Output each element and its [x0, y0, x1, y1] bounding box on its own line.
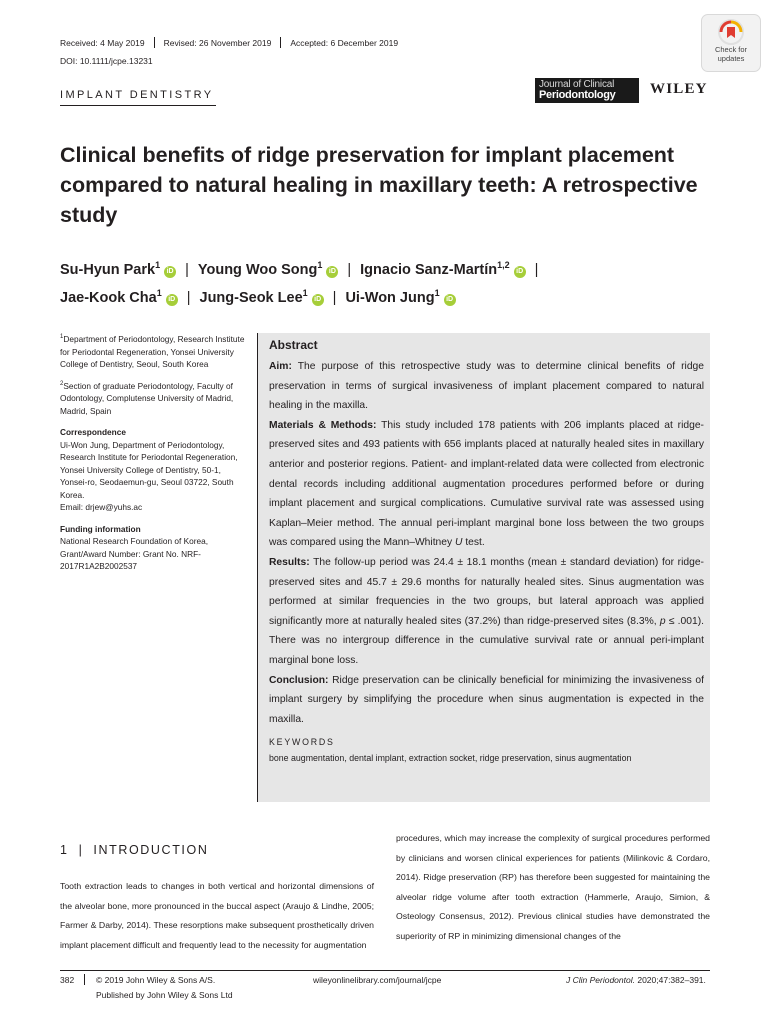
author-separator: | — [185, 262, 189, 278]
author-name: Ui-Won Jung — [345, 290, 435, 306]
section-divider: | — [78, 843, 84, 857]
methods-u-italic: U — [455, 537, 463, 549]
journal-abbrev: J Clin Periodontol. — [566, 975, 635, 985]
page-number: 382 — [60, 975, 75, 985]
correspondence-text: Ui-Won Jung, Department of Periodontology, Research Institute for Periodontal Regeneration, Yonsei University College of Dentistry, 50-1, Yonsei-ro, Seodaemun-gu, Seoul 03722, South Korea. — [60, 439, 238, 500]
introduction-column-2: procedures, which may increase the complexity of surgical procedures performed by clinicians and worsen clinical experiences for patients (Milinkovic & Cordaro, 2014). Ridge preservation (RP) has therefore been suggested for maintaining the alveolar ridge volume after tooth extraction (Hammerle, Araujo, Simion, & Osteology Consensus, 2012). Previous clinical studies have demonstrated the superiority of RP in minimizing dimensional changes of the — [396, 833, 710, 941]
abstract-conclusion — [269, 671, 704, 730]
orcid-icon[interactable]: iD — [166, 294, 178, 306]
results-text: The follow-up period was 24.4 ± 18.1 months (mean ± standard deviation) for ridge-preserved sites and 45.7 ± 29.6 months for naturally healed sites. Sinus augmentation was performed at similar frequencies in the two groups, but lateral approach was applied significantly more at naturally healed sites (37.2%) than ridge-preserved sites (8.3%, — [269, 556, 704, 627]
journal-logo-line1: Journal of Clinical — [539, 79, 615, 90]
affiliation-text: Section of graduate Periodontology, Faculty of Odontology, Complutense University of Madrid, Madrid, Spain — [60, 380, 234, 416]
author[interactable] — [200, 290, 324, 306]
abstract-aim — [269, 357, 704, 416]
author-separator: | — [186, 290, 191, 306]
author-name: Jung-Seok Lee — [199, 290, 303, 306]
publisher-logo: WILEY — [650, 81, 708, 97]
email-link[interactable]: Email: drjew@yuhs.ac — [60, 502, 143, 512]
section-rule — [60, 105, 216, 106]
results-label: Results: — [269, 556, 310, 568]
check-for-updates-button[interactable] — [701, 14, 761, 72]
journal-url[interactable]: wileyonlinelibrary.com/journal/jcpe — [313, 975, 442, 985]
footer-rule — [60, 970, 710, 971]
introduction-heading — [60, 843, 208, 857]
author-name: Jae-Kook Cha — [60, 290, 157, 306]
doi[interactable]: DOI: 10.1111/jcpe.13231 — [60, 56, 153, 66]
divider — [280, 37, 281, 48]
funding — [60, 523, 245, 573]
abstract-heading: Abstract — [269, 338, 318, 352]
conclusion-label: Conclusion: — [269, 674, 329, 686]
citation-text: 2020;47:382–391. — [634, 975, 706, 985]
correspondence-heading: Correspondence — [60, 427, 126, 437]
revised-date: Revised: 26 November 2019 — [163, 37, 272, 48]
abstract-results — [269, 553, 704, 671]
correspondence — [60, 426, 245, 514]
results-text-end: ≤ .001). There was no intergroup difference in the cumulative survival rate or annual peri-implant marginal bone loss. — [269, 615, 704, 666]
section-label: IMPLANT DENTISTRY — [60, 89, 214, 101]
bookmark-icon — [718, 19, 744, 45]
orcid-icon[interactable]: iD — [326, 266, 338, 278]
author[interactable] — [345, 290, 455, 306]
section-title: INTRODUCTION — [93, 843, 209, 857]
author-affiliation: 1 — [155, 260, 161, 271]
keywords-heading: KEYWORDS — [269, 737, 335, 748]
author-name: Su-Hyun Park — [60, 262, 156, 278]
divider — [154, 37, 155, 48]
aim-label: Aim: — [269, 361, 292, 372]
copyright: © 2019 John Wiley & Sons A/S. — [96, 975, 216, 985]
funding-text: National Research Foundation of Korea, Grant/Award Number: Grant No. NRF-2017R1A2B2002537 — [60, 536, 209, 571]
author-separator: | — [332, 290, 337, 306]
methods-label: Materials & Methods: — [269, 419, 377, 431]
author-affiliation: 1 — [434, 288, 440, 299]
abstract-methods — [269, 416, 704, 553]
conclusion-text: Ridge preservation can be clinically beneficial for minimizing the invasiveness of implant surgery by simplifying the procedure when sinus augmentation is expected in the maxilla. — [269, 674, 704, 725]
author-name: Ignacio Sanz-Martín — [360, 262, 498, 278]
journal-logo — [535, 78, 639, 103]
author-affiliation: 1,2 — [497, 260, 510, 271]
affiliation-2 — [60, 380, 245, 418]
introduction-column-1: Tooth extraction leads to changes in both vertical and horizontal dimensions of the alveolar bone, more pronounced in the buccal aspect (Araujo & Lindhe, 2005; Farmer & Darby, 2014). These resorptions make subsequent prosthetically driven implant placement difficult and frequently lead to the necessity for augmentation — [60, 881, 374, 950]
author[interactable] — [360, 262, 525, 278]
orcid-icon[interactable]: iD — [514, 266, 526, 278]
check-badge-line2: updates — [717, 54, 745, 63]
received-date: Received: 4 May 2019 — [60, 37, 145, 48]
section-number: 1 — [60, 843, 69, 857]
author-affiliation: 1 — [302, 288, 308, 299]
keywords: bone augmentation, dental implant, extraction socket, ridge preservation, sinus augmentation — [269, 753, 632, 764]
orcid-icon[interactable]: iD — [312, 294, 324, 306]
affiliation-number: 2 — [60, 380, 64, 387]
publisher-line: Published by John Wiley & Sons Ltd — [96, 990, 233, 1000]
aim-text: The purpose of this retrospective study was to determine clinical benefits of ridge preservation in terms of surgical invasiveness of implant placement compared to natural healing in the maxilla. — [269, 361, 704, 412]
journal-logo-line2: Periodontology — [539, 89, 616, 101]
affiliation-1 — [60, 333, 245, 371]
author-list — [60, 256, 720, 312]
citation — [566, 975, 706, 985]
footer-divider — [84, 974, 85, 985]
article-dates — [60, 37, 398, 48]
author[interactable] — [60, 290, 178, 306]
author-separator: | — [347, 262, 352, 278]
affiliation-text: Department of Periodontology, Research Institute for Periodontal Regeneration, Yonsei University College of Dentistry, Seoul, South Korea — [60, 334, 245, 369]
affiliations-column — [60, 333, 245, 582]
article-title: Clinical benefits of ridge preservation for implant placement compared to natural healing in maxillary teeth: A retrospective study — [60, 143, 698, 227]
affiliation-number: 1 — [60, 334, 64, 341]
results-p-italic: p — [659, 615, 666, 627]
methods-text: This study included 178 patients with 206 implants placed at ridge-preserved sites and 493 patients with 656 implants placed at naturally healed sites in maxillary anterior and posterior regions. Patient- and implant-related data were collected from electronic dental records including additional augmentation procedures performed before or during implant placement and surgical complications. Cumulative survival rate was assessed using Kaplan–Meier method. The annual peri-implant marginal bone loss between the two groups was compared using the Mann–Whitney — [269, 419, 704, 549]
accepted-date: Accepted: 6 December 2019 — [290, 37, 399, 48]
abstract-box — [258, 333, 710, 802]
methods-text-end: test. — [462, 537, 485, 549]
author[interactable] — [60, 262, 176, 278]
author-separator: | — [534, 262, 539, 278]
author[interactable] — [198, 262, 338, 278]
orcid-icon[interactable]: iD — [164, 266, 176, 278]
author-affiliation: 1 — [317, 260, 323, 271]
author-affiliation: 1 — [156, 288, 162, 299]
funding-heading: Funding information — [60, 523, 141, 534]
check-badge-line1: Check for — [714, 45, 748, 54]
orcid-icon[interactable]: iD — [444, 294, 456, 306]
author-name: Young Woo Song — [197, 262, 318, 278]
